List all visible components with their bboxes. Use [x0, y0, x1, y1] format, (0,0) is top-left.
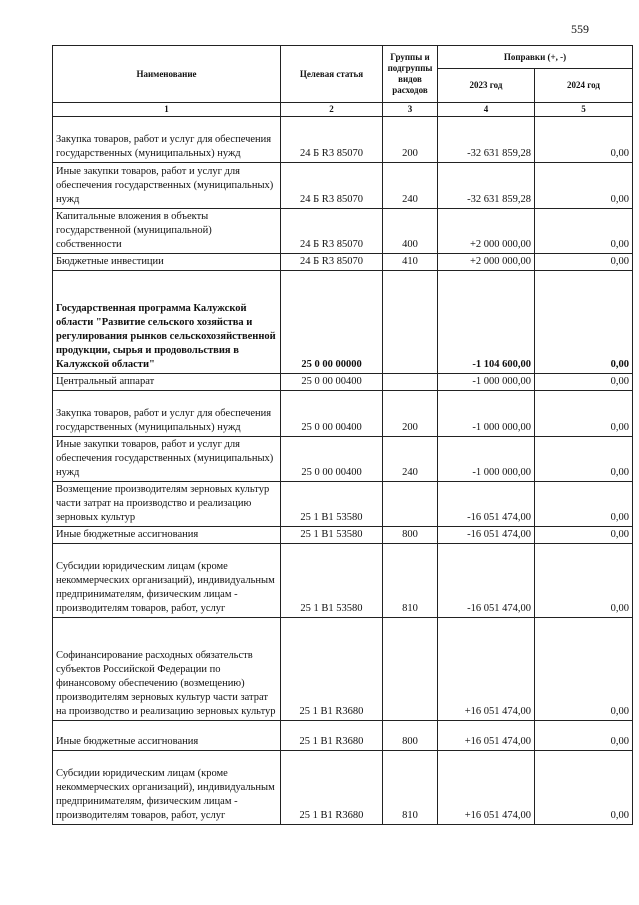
row-code: 25 1 B1 53580 [281, 544, 383, 618]
row-amount-2024: 0,00 [535, 437, 633, 482]
row-name: Закупка товаров, работ и услуг для обеспечения государственных (муниципальных) нужд [53, 117, 281, 163]
row-group: 240 [383, 437, 438, 482]
row-code: 24 Б R3 85070 [281, 209, 383, 254]
col-number-4: 4 [438, 103, 535, 117]
col-number-3: 3 [383, 103, 438, 117]
row-group: 410 [383, 254, 438, 271]
row-amount-2023: +16 051 474,00 [438, 751, 535, 825]
row-amount-2023: +2 000 000,00 [438, 254, 535, 271]
table-row [53, 271, 633, 374]
row-amount-2023: -1 000 000,00 [438, 391, 535, 437]
row-amount-2024: 0,00 [535, 482, 633, 527]
row-group [383, 271, 438, 374]
col-number-2: 2 [281, 103, 383, 117]
row-name: Софинансирование расходных обязательств субъектов Российской Федерации по финансовому обеспечению (возмещению) производителям зерновых культур части затрат на производство и реализацию зерновых культур [53, 618, 281, 721]
table-row [53, 437, 633, 482]
row-amount-2024: 0,00 [535, 271, 633, 374]
row-code: 25 0 00 00400 [281, 374, 383, 391]
row-name: Центральный аппарат [53, 374, 281, 391]
row-group [383, 374, 438, 391]
row-amount-2023: +2 000 000,00 [438, 209, 535, 254]
col-number-5: 5 [535, 103, 633, 117]
row-group: 810 [383, 544, 438, 618]
row-code: 25 0 00 00400 [281, 437, 383, 482]
row-amount-2024: 0,00 [535, 163, 633, 209]
header-name: Наименование [53, 46, 281, 103]
row-amount-2023: -1 000 000,00 [438, 374, 535, 391]
row-name: Субсидии юридическим лицам (кроме некоммерческих организаций), индивидуальным предпринимателям, физическим лицам - производителям товаров, работ, услуг [53, 544, 281, 618]
table-row [53, 618, 633, 721]
row-code: 25 1 B1 53580 [281, 527, 383, 544]
row-code: 25 0 00 00000 [281, 271, 383, 374]
row-amount-2024: 0,00 [535, 618, 633, 721]
table-row [53, 117, 633, 163]
header-target: Целевая статья [281, 46, 383, 103]
row-group: 810 [383, 751, 438, 825]
table-row [53, 751, 633, 825]
row-amount-2023: -1 000 000,00 [438, 437, 535, 482]
table-row [53, 482, 633, 527]
row-code: 24 Б R3 85070 [281, 117, 383, 163]
row-amount-2023: -16 051 474,00 [438, 482, 535, 527]
row-code: 25 0 00 00400 [281, 391, 383, 437]
row-amount-2024: 0,00 [535, 527, 633, 544]
table-row [53, 209, 633, 254]
row-amount-2024: 0,00 [535, 751, 633, 825]
row-name: Субсидии юридическим лицам (кроме некоммерческих организаций), индивидуальным предпринимателям, физическим лицам - производителям товаров, работ, услуг [53, 751, 281, 825]
row-amount-2023: -16 051 474,00 [438, 527, 535, 544]
table-row [53, 544, 633, 618]
row-amount-2023: -32 631 859,28 [438, 117, 535, 163]
row-amount-2023: -1 104 600,00 [438, 271, 535, 374]
row-name: Бюджетные инвестиции [53, 254, 281, 271]
row-code: 24 Б R3 85070 [281, 163, 383, 209]
row-group [383, 482, 438, 527]
row-group [383, 618, 438, 721]
row-code: 25 1 B1 53580 [281, 482, 383, 527]
header-group: Группы и подгруппы видов расходов [383, 46, 438, 103]
row-group: 200 [383, 391, 438, 437]
row-amount-2024: 0,00 [535, 374, 633, 391]
row-name: Иные бюджетные ассигнования [53, 721, 281, 751]
row-code: 24 Б R3 85070 [281, 254, 383, 271]
row-name: Возмещение производителям зерновых культур части затрат на производство и реализацию зерновых культур [53, 482, 281, 527]
table-row [53, 374, 633, 391]
row-group: 800 [383, 527, 438, 544]
table-row [53, 527, 633, 544]
row-name: Иные закупки товаров, работ и услуг для обеспечения государственных (муниципальных) нужд [53, 163, 281, 209]
table-row [53, 721, 633, 751]
row-amount-2024: 0,00 [535, 117, 633, 163]
budget-amendments-table [52, 45, 633, 825]
row-amount-2023: +16 051 474,00 [438, 721, 535, 751]
row-code: 25 1 B1 R3680 [281, 618, 383, 721]
row-name: Закупка товаров, работ и услуг для обеспечения государственных (муниципальных) нужд [53, 391, 281, 437]
row-amount-2023: +16 051 474,00 [438, 618, 535, 721]
row-amount-2023: -16 051 474,00 [438, 544, 535, 618]
row-amount-2024: 0,00 [535, 209, 633, 254]
header-year-2024: 2024 год [535, 69, 633, 103]
page-number: 559 [571, 22, 589, 36]
row-name: Государственная программа Калужской области "Развитие сельского хозяйства и регулирования рынков сельскохозяйственной продукции, сырья и продовольствия в Калужской области" [53, 271, 281, 374]
row-group: 200 [383, 117, 438, 163]
table-row [53, 391, 633, 437]
row-amount-2024: 0,00 [535, 391, 633, 437]
row-name: Капитальные вложения в объекты государственной (муниципальной) собственности [53, 209, 281, 254]
header-amendments: Поправки (+, -) [438, 46, 633, 69]
row-name: Иные бюджетные ассигнования [53, 527, 281, 544]
table-row [53, 254, 633, 271]
row-amount-2024: 0,00 [535, 721, 633, 751]
row-group: 400 [383, 209, 438, 254]
row-name: Иные закупки товаров, работ и услуг для обеспечения государственных (муниципальных) нужд [53, 437, 281, 482]
table-row [53, 163, 633, 209]
row-code: 25 1 B1 R3680 [281, 751, 383, 825]
row-group: 240 [383, 163, 438, 209]
row-amount-2024: 0,00 [535, 544, 633, 618]
row-amount-2024: 0,00 [535, 254, 633, 271]
col-number-1: 1 [53, 103, 281, 117]
row-amount-2023: -32 631 859,28 [438, 163, 535, 209]
row-group: 800 [383, 721, 438, 751]
row-code: 25 1 B1 R3680 [281, 721, 383, 751]
header-year-2023: 2023 год [438, 69, 535, 103]
